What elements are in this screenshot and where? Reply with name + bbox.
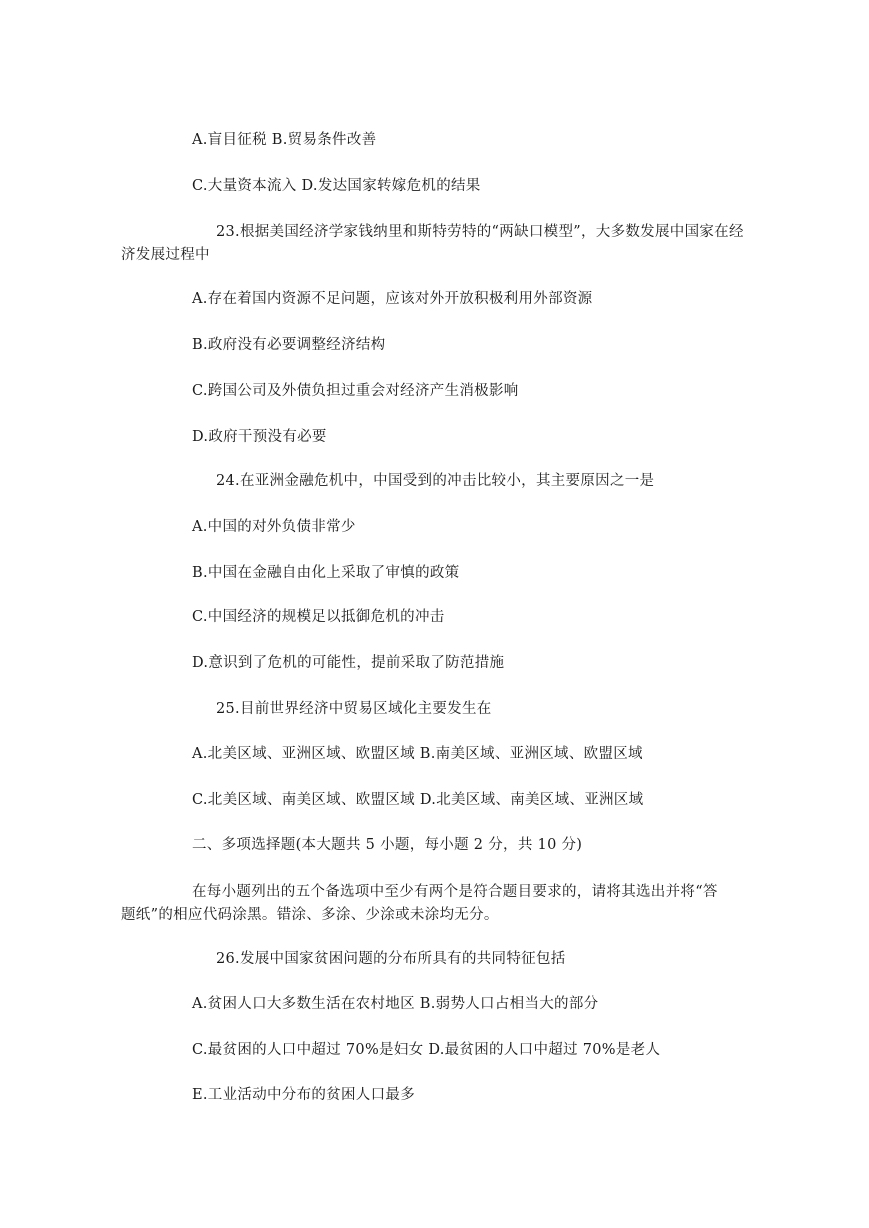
option-24-a: A.中国的对外负债非常少 [192,519,356,535]
option-24-d: D.意识到了危机的可能性，提前采取了防范措施 [192,655,505,671]
option-24-b: B.中国在金融自由化上采取了审慎的政策 [192,565,460,581]
option-24-c: C.中国经济的规模足以抵御危机的冲击 [192,609,445,625]
question-23-line2: 济发展过程中 [121,247,210,263]
instructions-line2: 题纸”的相应代码涂黑。错涂、多涂、少涂或未涂均无分。 [121,907,499,923]
question-26: 26.发展中国家贫困问题的分布所具有的共同特征包括 [216,951,566,967]
option-22-cd: C.大量资本流入 D.发达国家转嫁危机的结果 [192,178,481,194]
option-23-c: C.跨国公司及外债负担过重会对经济产生消极影响 [192,383,519,399]
instructions-line1: 在每小题列出的五个备选项中至少有两个是符合题目要求的，请将其选出并将“答 [192,884,718,900]
option-26-e: E.工业活动中分布的贫困人口最多 [192,1087,415,1103]
section-heading-multiple-choice: 二、多项选择题(本大题共 5 小题，每小题 2 分，共 10 分) [192,837,583,853]
option-23-d: D.政府干预没有必要 [192,429,327,445]
option-25-cd: C.北美区域、南美区域、欧盟区域 D.北美区域、南美区域、亚洲区域 [192,792,644,808]
option-22-ab: A.盲目征税 B.贸易条件改善 [192,132,377,148]
question-25: 25.目前世界经济中贸易区域化主要发生在 [216,701,492,717]
question-24: 24.在亚洲金融危机中，中国受到的冲击比较小，其主要原因之一是 [216,473,655,489]
option-26-ab: A.贫困人口大多数生活在农村地区 B.弱势人口占相当大的部分 [192,996,599,1012]
question-23-line1: 23.根据美国经济学家钱纳里和斯特劳特的“两缺口模型”，大多数发展中国家在经 [216,224,744,240]
option-23-b: B.政府没有必要调整经济结构 [192,337,386,353]
option-26-cd: C.最贫困的人口中超过 70%是妇女 D.最贫困的人口中超过 70%是老人 [192,1042,661,1058]
option-25-ab: A.北美区域、亚洲区域、欧盟区域 B.南美区域、亚洲区域、欧盟区域 [192,746,643,762]
option-23-a: A.存在着国内资源不足问题，应该对外开放积极利用外部资源 [192,291,593,307]
